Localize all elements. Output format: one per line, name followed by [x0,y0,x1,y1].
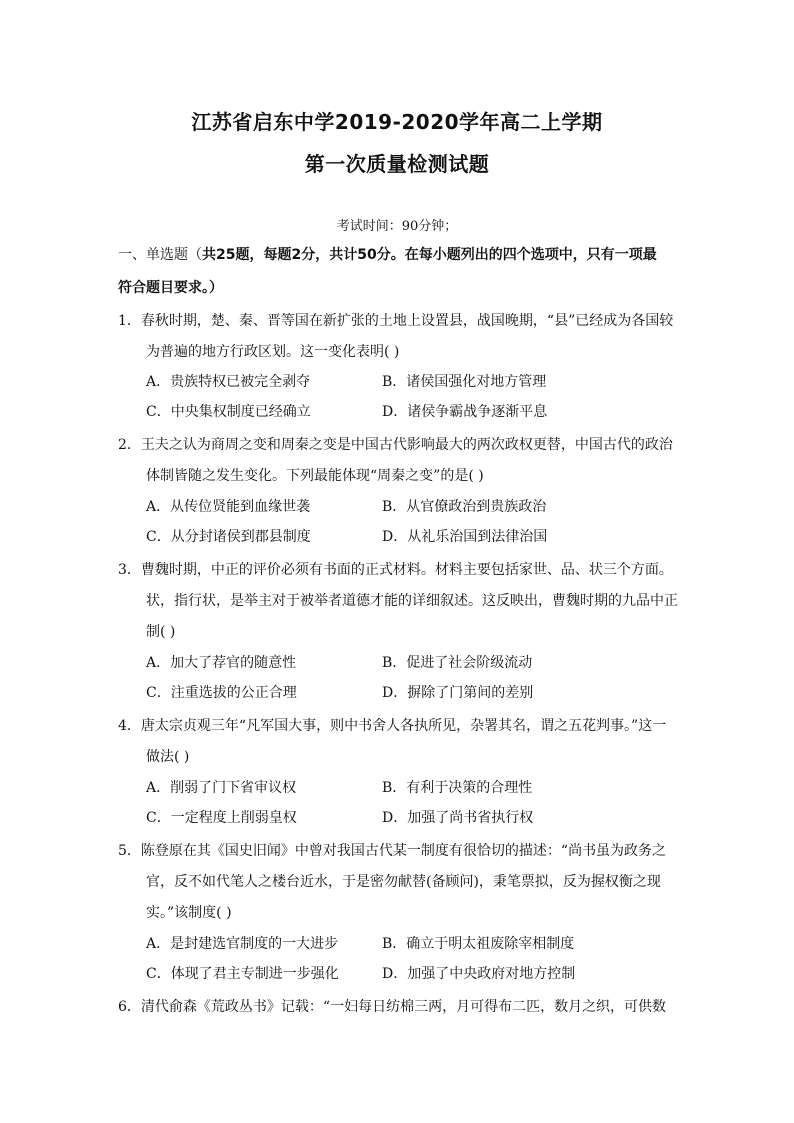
question-5-option-d: D．加强了中央政府对地方控制 [382,966,576,982]
question-4-option-a: A．削弱了门下省审议权 [146,780,297,796]
question-5-text-cont: 官，反不如代笔人之楼台近水，于是密勿献替(备顾问)，秉笔票拟，反为握权衡之现 [146,874,661,890]
question-5-option-c: C．体现了君主专制进一步强化 [146,966,339,982]
section-heading-instructions: 共25题，每题2分，共计50分。在每小题列出的四个选项中，只有一项最 [202,247,657,263]
question-5-text-cont-2: 实。”该制度( ) [146,905,232,921]
question-5-option-b: B．确立于明太祖废除宰相制度 [382,936,575,952]
question-3-option-c: C．注重选拔的公正合理 [146,685,297,701]
question-1-option-d: D．诸侯争霸战争逐渐平息 [382,404,548,420]
question-2-option-b: B．从官僚政治到贵族政治 [382,499,547,515]
question-1-text-cont: 为普遍的地方行政区划。这一变化表明( ) [146,344,400,360]
exam-title: 江苏省启东中学2019-2020学年高二上学期 [191,110,603,134]
question-4-text: 4．唐太宗贞观三年“凡军国大事，则中书舍人各执所见，杂署其名，谓之五花判事。”这一 [118,718,667,734]
question-2-text: 2．王夫之认为商周之变和周秦之变是中国古代影响最大的两次政权更替，中国古代的政治 [118,437,673,453]
question-2-option-a: A．从传位贤能到血缘世袭 [146,499,311,515]
question-4-option-d: D．加强了尚书省执行权 [382,810,534,826]
question-3-text: 3．曹魏时期，中正的评价必须有书面的正式材料。材料主要包括家世、品、状三个方面。 [118,562,673,578]
question-3-option-d: D．摒除了门第间的差别 [382,685,534,701]
question-4-option-c: C．一定程度上削弱皇权 [146,810,297,826]
question-1-option-c: C．中央集权制度已经确立 [146,404,311,420]
question-5-option-a: A．是封建选官制度的一大进步 [146,936,339,952]
question-3-text-cont-2: 制( ) [146,624,176,640]
exam-time: 考试时间：90分钟； [336,219,458,234]
question-3-option-a: A．加大了荐官的随意性 [146,655,297,671]
section-heading [118,246,657,264]
question-3-option-b: B．促进了社会阶级流动 [382,655,533,671]
question-4-text-cont: 做法( ) [146,749,190,765]
section-heading-cont [118,279,223,297]
question-6-text: 6．清代俞森《荒政丛书》记载：“一妇每日纺棉三两，月可得布二匹，数月之织，可供数 [118,999,667,1015]
section-heading-prefix: 一、单选题（ [118,247,202,263]
question-1-text: 1．春秋时期，楚、秦、晋等国在新扩张的土地上设置县，战国晚期，“县”已经成为各国较 [118,313,674,329]
question-1-option-a: A．贵族特权已被完全剥夺 [146,374,311,390]
question-3-text-cont: 状，指行状，是举主对于被举者道德才能的详细叙述。这反映出，曹魏时期的九品中正 [146,593,678,609]
question-2-option-c: C．从分封诸侯到郡县制度 [146,529,311,545]
question-1-option-b: B．诸侯国强化对地方管理 [382,374,547,390]
question-2-text-cont: 体制皆随之发生变化。下列最能体现“周秦之变”的是( ) [146,468,484,484]
section-heading-instructions-cont: 符合题目要求。） [118,280,223,296]
exam-subtitle: 第一次质量检测试题 [304,152,490,176]
question-2-option-d: D．从礼乐治国到法律治国 [382,529,548,545]
question-5-text: 5．陈登原在其《国史旧闻》中曾对我国古代某一制度有很恰切的描述：“尚书虽为政务之 [118,843,667,859]
question-4-option-b: B．有利于决策的合理性 [382,780,533,796]
